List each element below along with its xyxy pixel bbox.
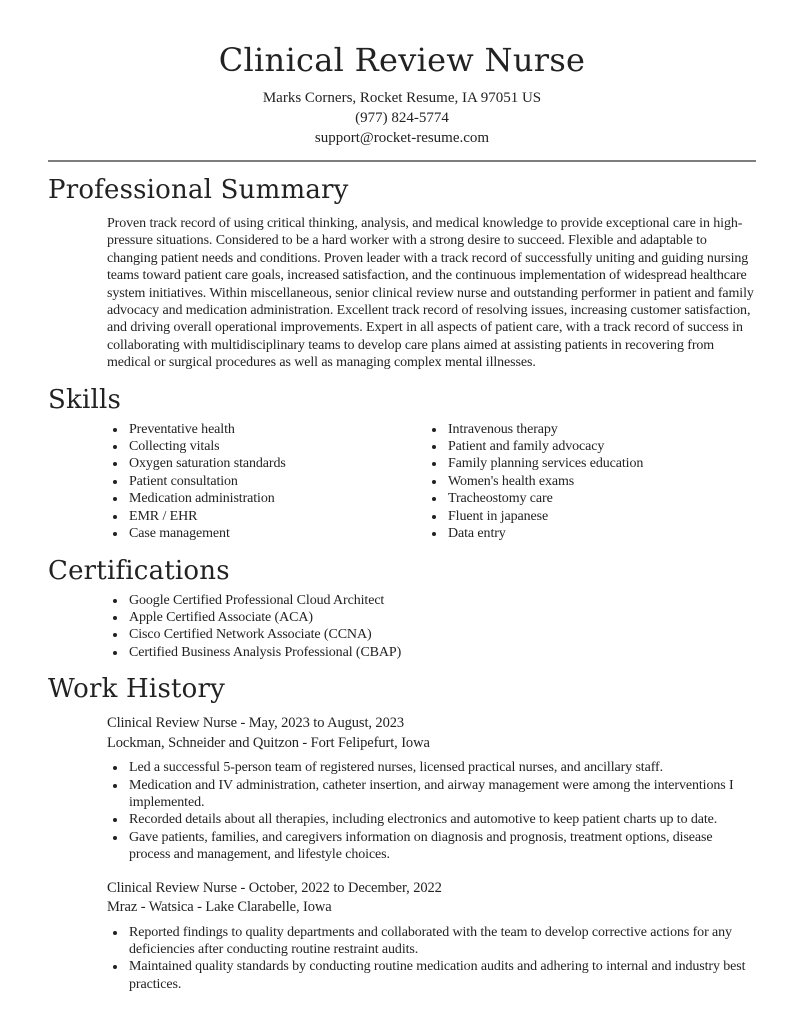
section-work-history: [48, 674, 756, 993]
section-heading-professional-summary: Professional Summary: [48, 175, 349, 205]
skill-item: • Collecting vitals: [127, 438, 426, 455]
skill-item: • Patient consultation: [127, 473, 426, 490]
skill-item: • Fluent in japanese: [446, 508, 756, 525]
section-heading-work-history: Work History: [48, 674, 226, 705]
job-title-line: Clinical Review Nurse - May, 2023 to August, 2023: [107, 715, 405, 732]
certification-item: • Cisco Certified Network Associate (CCNA): [127, 626, 756, 643]
job-bullets: [107, 924, 756, 994]
contact-address: Marks Corners, Rocket Resume, IA 97051 US: [262, 90, 542, 106]
job-company-line: Lockman, Schneider and Quitzon - Fort Felipefurt, Iowa: [107, 734, 430, 751]
header-divider: [48, 160, 756, 162]
job-header: [107, 714, 756, 753]
job-bullet: • Recorded details about all therapies, including electronics and automotive to keep patient charts up to date.: [127, 811, 756, 828]
job-bullet: • Led a successful 5-person team of registered nurses, licensed practical nurses, and ancillary staff.: [127, 759, 756, 776]
skills-list-right: [426, 421, 756, 543]
resume-title: Clinical Review Nurse: [218, 41, 586, 79]
job-bullet: • Reported findings to quality departments and collaborated with the team to develop corrective actions for any deficiencies after conducting routine restraint audits.: [127, 924, 756, 959]
job-header: [107, 879, 756, 918]
job-company-line: Mraz - Watsica - Lake Clarabelle, Iowa: [107, 899, 332, 916]
contact-phone: (977) 824-5774: [355, 110, 449, 126]
summary-paragraph: Proven track record of using critical thinking, analysis, and medical knowledge to provide exceptional care in high-pressure situations. Considered to be a hard worker with a strong desire to succeed. Flexible and adaptable to changing patient needs and conditions. Proven leader with a track record of successfully uniting and guiding nursing teams toward patient care goals, increased satisfaction, and the continuous implementation of widespread healthcare system initiatives. Within miscellaneous, senior clinical review nurse and outstanding performer in patient and family advocacy and medication administration. Excellent track record of resolving issues, increasing customer satisfaction, and driving overall operational improvements. Expert in all aspects of patient care, with a track record of success in collaborating with multidisciplinary teams to develop care plans aimed at assisting patients in recovering from medical or surgical procedures as well as managing complex mental illnesses.: [107, 216, 754, 371]
skill-item: • Case management: [127, 525, 426, 542]
job-bullet: • Medication and IV administration, catheter insertion, and airway management were among the interventions I implemented.: [127, 777, 756, 812]
job-bullet: • Gave patients, families, and caregivers information on diagnosis and prognosis, treatment options, disease process and management, and lifestyle choices.: [127, 829, 756, 864]
job-entry-1: [48, 714, 756, 863]
skill-item: • Medication administration: [127, 490, 426, 507]
certifications-list: [107, 592, 756, 662]
contact-info: [48, 88, 756, 148]
skill-item: • Intravenous therapy: [446, 421, 756, 438]
skill-item: • Family planning services education: [446, 455, 756, 472]
skill-item: • Tracheostomy care: [446, 490, 756, 507]
skill-item: • Patient and family advocacy: [446, 438, 756, 455]
skills-columns: [48, 415, 756, 543]
skill-item: • Preventative health: [127, 421, 426, 438]
job-bullet: • Maintained quality standards by conducting routine medication audits and adhering to internal and industry best practices.: [127, 958, 756, 993]
skill-item: • EMR / EHR: [127, 508, 426, 525]
skill-item: • Oxygen saturation standards: [127, 455, 426, 472]
certification-item: • Apple Certified Associate (ACA): [127, 609, 756, 626]
section-heading-certifications: Certifications: [48, 555, 230, 586]
section-skills: [48, 385, 756, 543]
section-heading-skills: Skills: [48, 384, 122, 415]
certification-item: • Google Certified Professional Cloud Architect: [127, 592, 756, 609]
skills-list-left: [107, 421, 426, 543]
job-title-line: Clinical Review Nurse - October, 2022 to December, 2022: [107, 879, 442, 896]
skill-item: • Women's health exams: [446, 473, 756, 490]
contact-email: support@rocket-resume.com: [314, 130, 490, 146]
skill-item: • Data entry: [446, 525, 756, 542]
job-entry-2: [48, 879, 756, 994]
section-certifications: [48, 556, 756, 662]
job-bullets: [107, 759, 756, 863]
certification-item: • Certified Business Analysis Professional (CBAP): [127, 644, 756, 661]
section-professional-summary: [48, 175, 756, 372]
